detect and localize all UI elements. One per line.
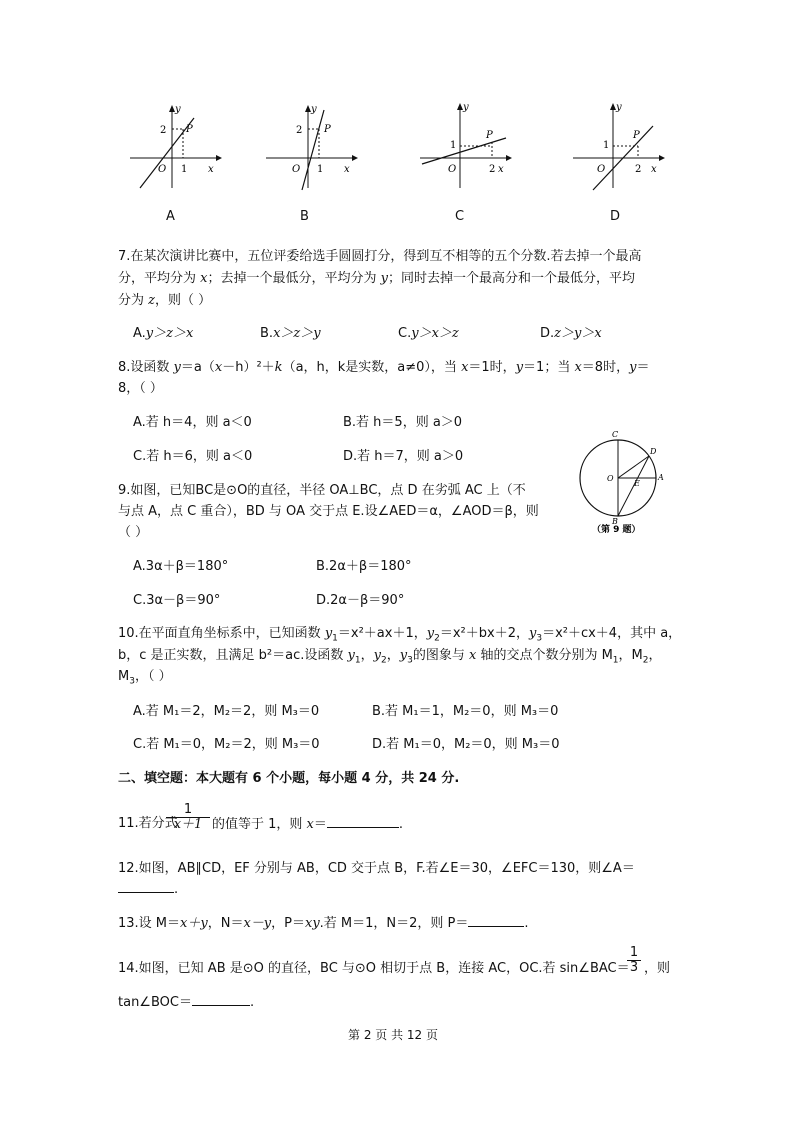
- q11-denominator: x＋1: [166, 817, 210, 832]
- graph-a-x-mark: 1: [181, 164, 188, 175]
- graph-d-p: P: [633, 130, 640, 141]
- q14-denominator: 3: [627, 960, 641, 975]
- q13-line: 13.设 M＝x＋y，N＝x－y，P＝xy.若 M＝1，N＝2，则 P＝ .: [118, 916, 529, 931]
- q8-option-a: A.若 h＝4，则 a＜0: [133, 415, 252, 430]
- q8-line2: 8，（ ）: [118, 381, 163, 396]
- q8-option-d: D.若 h＝7，则 a＞0: [343, 449, 464, 464]
- q9-option-c: C.3α－β＝90°: [133, 593, 221, 608]
- q12-line1: 12.如图，AB∥CD，EF 分别与 AB，CD 交于点 B，F.若∠E＝30，∠EFC＝130，则∠A＝: [118, 861, 635, 876]
- graph-c-label: C: [455, 209, 465, 224]
- graph-b-x-axis-label: x: [344, 164, 350, 175]
- q10-line3: $M_3$，（ ）: [118, 669, 172, 687]
- q8-option-b: B.若 h＝5，则 a＞0: [343, 415, 463, 430]
- graph-c-x-mark: 2: [489, 164, 496, 175]
- q14-line1-post: ，则: [644, 961, 671, 976]
- graph-c: [412, 98, 522, 195]
- q9-option-d: D.2α－β＝90°: [316, 593, 405, 608]
- graph-a: [120, 100, 230, 195]
- q9-fig-point-e: E: [634, 479, 640, 488]
- q9-line3: （ ）: [118, 525, 149, 540]
- graph-b-y-mark: 2: [296, 125, 303, 136]
- graph-c-y-mark: 1: [450, 140, 457, 151]
- q9-fig-caption: （第 9 题）: [592, 525, 641, 535]
- q9-fig-point-a: A: [658, 473, 664, 482]
- graph-b: [258, 100, 368, 195]
- q7-option-b: B.x＞z＞y: [260, 326, 321, 341]
- q9-fig-point-b: B: [612, 517, 618, 526]
- q14-fraction: [627, 946, 641, 975]
- graph-d: [565, 98, 675, 195]
- q7-option-d: D.z＞y＞x: [540, 326, 602, 341]
- q7-option-c: C.y＞x＞z: [398, 326, 459, 341]
- q9-fig-point-o: O: [607, 474, 614, 483]
- q9-line1: 9.如图，已知BC是⊙O的直径，半径 OA⊥BC，点 D 在劣弧 AC 上（不: [118, 483, 526, 498]
- graph-c-origin: O: [448, 164, 457, 175]
- graph-a-p: P: [186, 124, 193, 135]
- q7-line2: 分，平均分为 x；去掉一个最低分，平均分为 y；同时去掉一个最高分和一个最低分，平均: [118, 271, 635, 286]
- graph-c-p: P: [486, 130, 493, 141]
- q10-option-d: D.若 M₁＝0，M₂＝0，则 M₃＝0: [372, 737, 560, 752]
- q9-fig-point-c: C: [612, 430, 619, 439]
- graph-b-label: B: [300, 209, 309, 224]
- q7-option-a: A.y＞z＞x: [133, 326, 194, 341]
- q11-pre: 11.若分式: [118, 816, 178, 831]
- q11-numerator: 1: [183, 802, 193, 817]
- q14-line1-pre: 14.如图，已知 AB 是⊙O 的直径，BC 与⊙O 相切于点 B，连接 AC，OC.若 sin∠BAC＝: [118, 961, 630, 976]
- graph-b-origin: O: [292, 164, 301, 175]
- graph-d-x-mark: 2: [635, 164, 642, 175]
- q9-option-a: A.3α＋β＝180°: [133, 559, 229, 574]
- graph-c-x-axis-label: x: [498, 164, 504, 175]
- graph-a-x-axis-label: x: [208, 164, 214, 175]
- graph-d-y-axis-label: y: [616, 102, 622, 113]
- q10-option-a: A.若 M₁＝2，M₂＝2，则 M₃＝0: [133, 704, 320, 719]
- graph-d-x-axis-label: x: [651, 164, 657, 175]
- q10-option-b: B.若 M₁＝1，M₂＝0，则 M₃＝0: [372, 704, 559, 719]
- graph-d-origin: O: [597, 164, 606, 175]
- graph-c-y-axis-label: y: [463, 102, 469, 113]
- graph-d-y-mark: 1: [603, 140, 610, 151]
- graph-b-p: P: [324, 124, 331, 135]
- graph-a-y-axis-label: y: [175, 104, 181, 115]
- page-footer: 第 2 页 共 12 页: [348, 1028, 438, 1042]
- graph-b-y-axis-label: y: [311, 104, 317, 115]
- q9-circle-figure: [572, 428, 672, 538]
- q12-line2: .: [118, 880, 178, 899]
- q11-post: 的值等于 1，则 x＝ .: [212, 817, 404, 832]
- q11-fraction: [166, 803, 210, 832]
- q7-line3: 分为 z，则（ ）: [118, 293, 212, 308]
- graph-a-origin: O: [158, 164, 167, 175]
- q9-option-b: B.2α＋β＝180°: [316, 559, 412, 574]
- q9-line2: 与点 A，点 C 重合），BD 与 OA 交于点 E.设∠AED＝α，∠AOD＝β，则: [118, 504, 539, 519]
- section-2-heading: 二、填空题：本大题有 6 个小题，每小题 4 分，共 24 分.: [118, 771, 460, 786]
- q8-line1: 8.设函数 y＝a（x－h）²＋k（a，h，k是实数，a≠0），当 x＝1时，y＝1；当 x＝8时，y＝: [118, 360, 650, 375]
- graph-a-y-mark: 2: [160, 125, 167, 136]
- q10-line2: b，c 是正实数，且满足 b²＝ac.设函数 $y_1$，$y_2$，$y_3$的图象与 x 轴的交点个数分别为 $M_1$，$M_2$，: [118, 648, 662, 666]
- q8-option-c: C.若 h＝6，则 a＜0: [133, 449, 253, 464]
- graph-a-label: A: [166, 209, 175, 224]
- graph-b-x-mark: 1: [317, 164, 324, 175]
- q10-line1: 10.在平面直角坐标系中，已知函数 $y_1=x^2+ax+1$，$y_2=x^2+bx+2$，$y_3=x^2+cx+4$，其中 a，: [118, 626, 682, 644]
- q14-line2: tan∠BOC＝ .: [118, 995, 255, 1010]
- graph-d-label: D: [610, 209, 621, 224]
- q14-numerator: 1: [629, 945, 639, 960]
- q10-option-c: C.若 M₁＝0，M₂＝2，则 M₃＝0: [133, 737, 320, 752]
- q9-fig-point-d: D: [650, 447, 657, 456]
- q7-line1: 7.在某次演讲比赛中，五位评委给选手圆圆打分，得到互不相等的五个分数.若去掉一个最高: [118, 249, 642, 264]
